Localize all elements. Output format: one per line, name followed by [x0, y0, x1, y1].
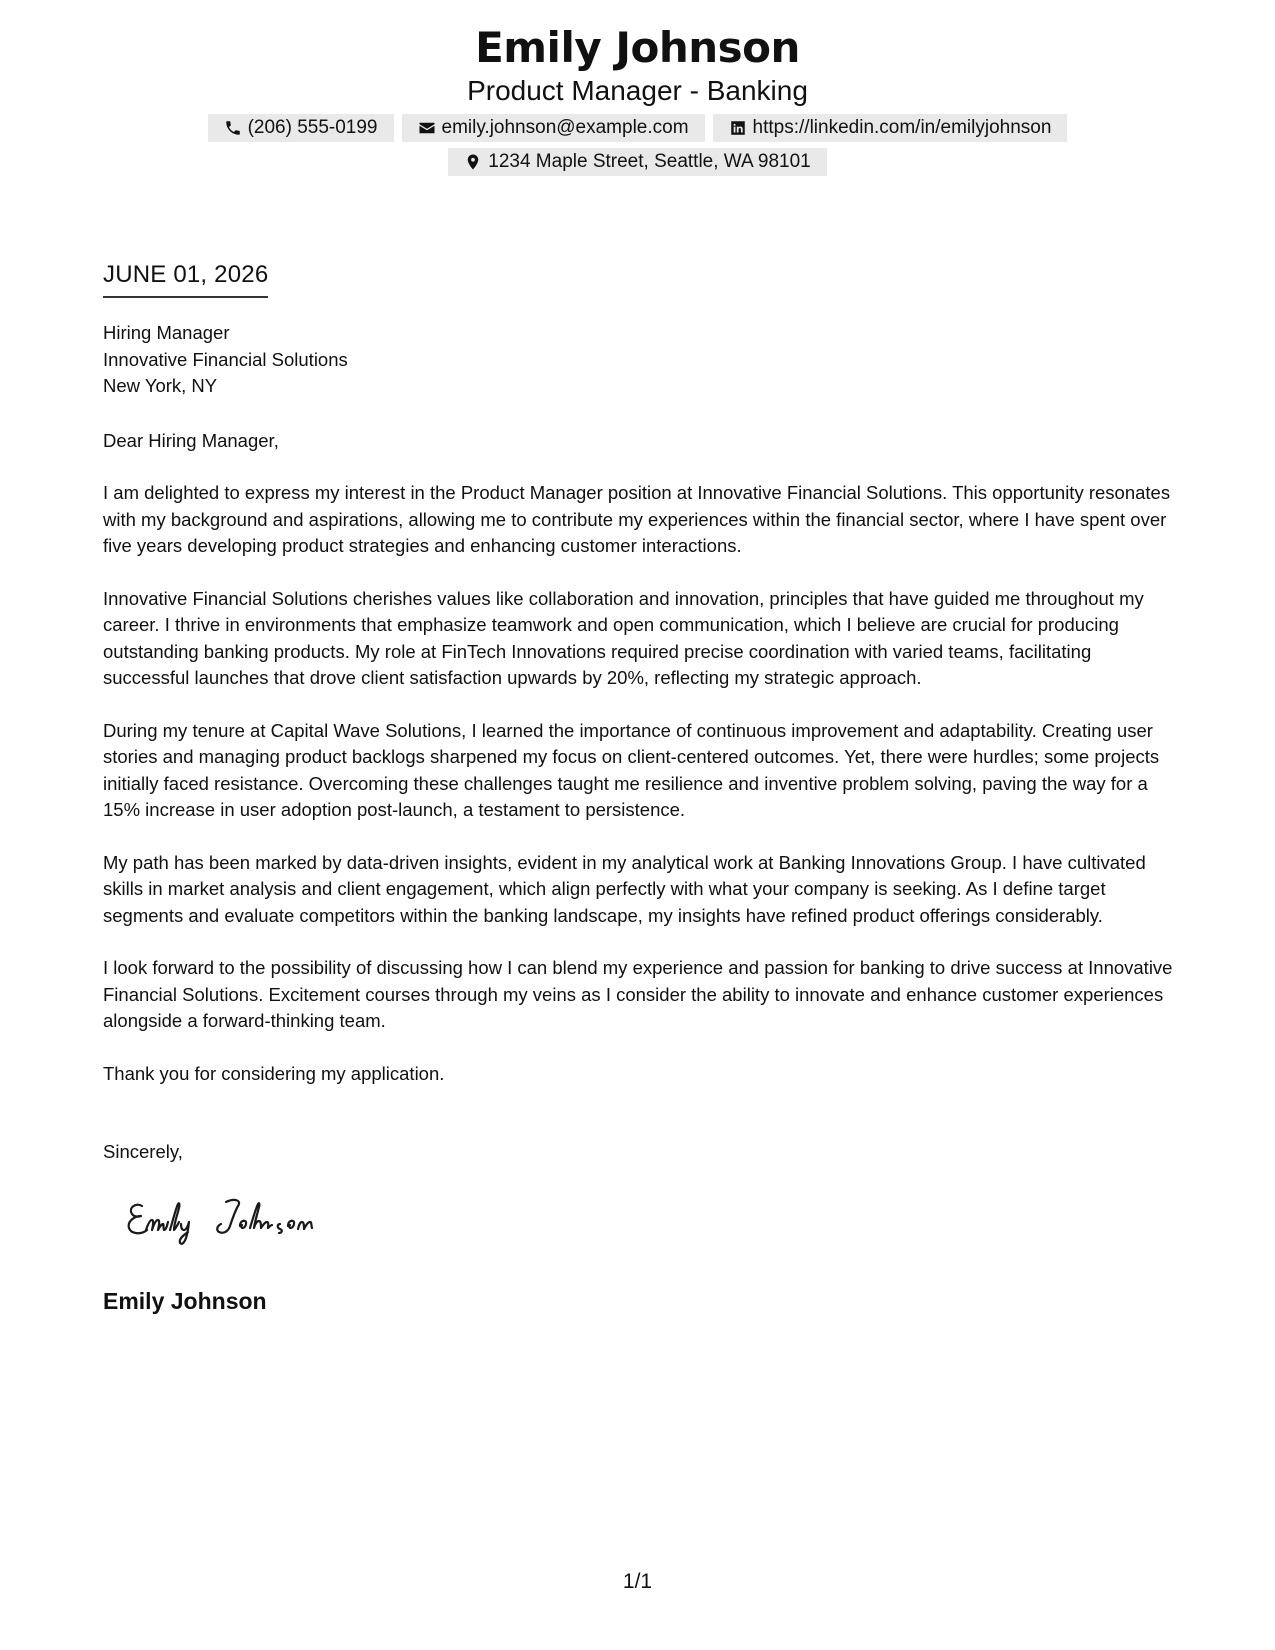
body-paragraph: My path has been marked by data-driven insights, evident in my analytical work at Banking Innovations Group. I have cultivated skills in market analysis and client engagement, which align perfectly with what your company is seeking. As I define target segments and evaluate competitors within the banking landscape, my insights have refined product offerings considerably.: [103, 851, 1146, 926]
contact-email[interactable]: [402, 114, 705, 142]
contact-phone: [208, 114, 394, 142]
linkedin-icon: [729, 119, 747, 137]
letter-date: JUNE 01, 2026: [103, 260, 268, 298]
recipient-company: Innovative Financial Solutions: [103, 348, 348, 370]
phone-icon: [224, 119, 242, 137]
contact-address: [448, 148, 827, 176]
body-paragraph: Thank you for considering my application.: [103, 1062, 445, 1084]
page-number: 1/1: [622, 1570, 653, 1593]
body-paragraph: During my tenure at Capital Wave Solutions, I learned the importance of continuous improvement and adaptability. Creating user stories and managing product backlogs sharpened my focus on client-centered outcomes. Yet, there were hurdles; some projects initially faced resistance. Overcoming these challenges taught me resilience and inventive problem solving, paving the way for a 15% increase in user adoption post-launch, a testament to persistence.: [103, 719, 1160, 820]
recipient-name: Hiring Manager: [103, 322, 230, 343]
letter-body: [103, 480, 1178, 1113]
map-pin-icon: [464, 153, 482, 171]
linkedin-text: https://linkedin.com/in/emilyjohnson: [752, 117, 1052, 138]
recipient-block: [103, 320, 1178, 400]
handwritten-signature: [118, 1188, 348, 1248]
closing: Sincerely,: [103, 1141, 183, 1162]
recipient-location: New York, NY: [103, 375, 218, 396]
applicant-title: Product Manager - Banking: [467, 75, 808, 106]
applicant-name: Emily Johnson: [475, 23, 800, 72]
envelope-icon: [418, 119, 436, 137]
letter-header: [0, 22, 1275, 176]
body-paragraph: Innovative Financial Solutions cherishes values like collaboration and innovation, principles that have guided me throughout my career. I thrive in environments that emphasize teamwork and open communication, which I believe are crucial for producing outstanding banking products. My role at FinTech Innovations required precise coordination with varied teams, facilitating successful launches that drove client satisfaction upwards by 20%, reflecting my strategic approach.: [103, 587, 1144, 688]
phone-text: (206) 555-0199: [247, 117, 378, 138]
contact-linkedin[interactable]: [713, 114, 1068, 142]
greeting: Dear Hiring Manager,: [103, 430, 279, 451]
body-paragraph: I am delighted to express my interest in the Product Manager position at Innovative Financial Solutions. This opportunity resonates with my background and aspirations, allowing me to contribute my experiences within the financial sector, where I have spent over five years developing product strategies and enhancing customer interactions.: [103, 482, 1171, 556]
body-paragraph: I look forward to the possibility of discussing how I can blend my experience and passion for banking to drive success at Innovative Financial Solutions. Excitement courses through my veins as I consider the ability to innovate and enhance customer experiences alongside a forward-thinking team.: [103, 957, 1173, 1031]
letter-date-block: [103, 260, 268, 298]
contact-row-primary: [0, 114, 1275, 142]
contact-row-secondary: [0, 148, 1275, 176]
address-text: 1234 Maple Street, Seattle, WA 98101: [488, 151, 811, 172]
signer-name: Emily Johnson: [103, 1288, 267, 1314]
email-text: emily.johnson@example.com: [441, 117, 689, 138]
